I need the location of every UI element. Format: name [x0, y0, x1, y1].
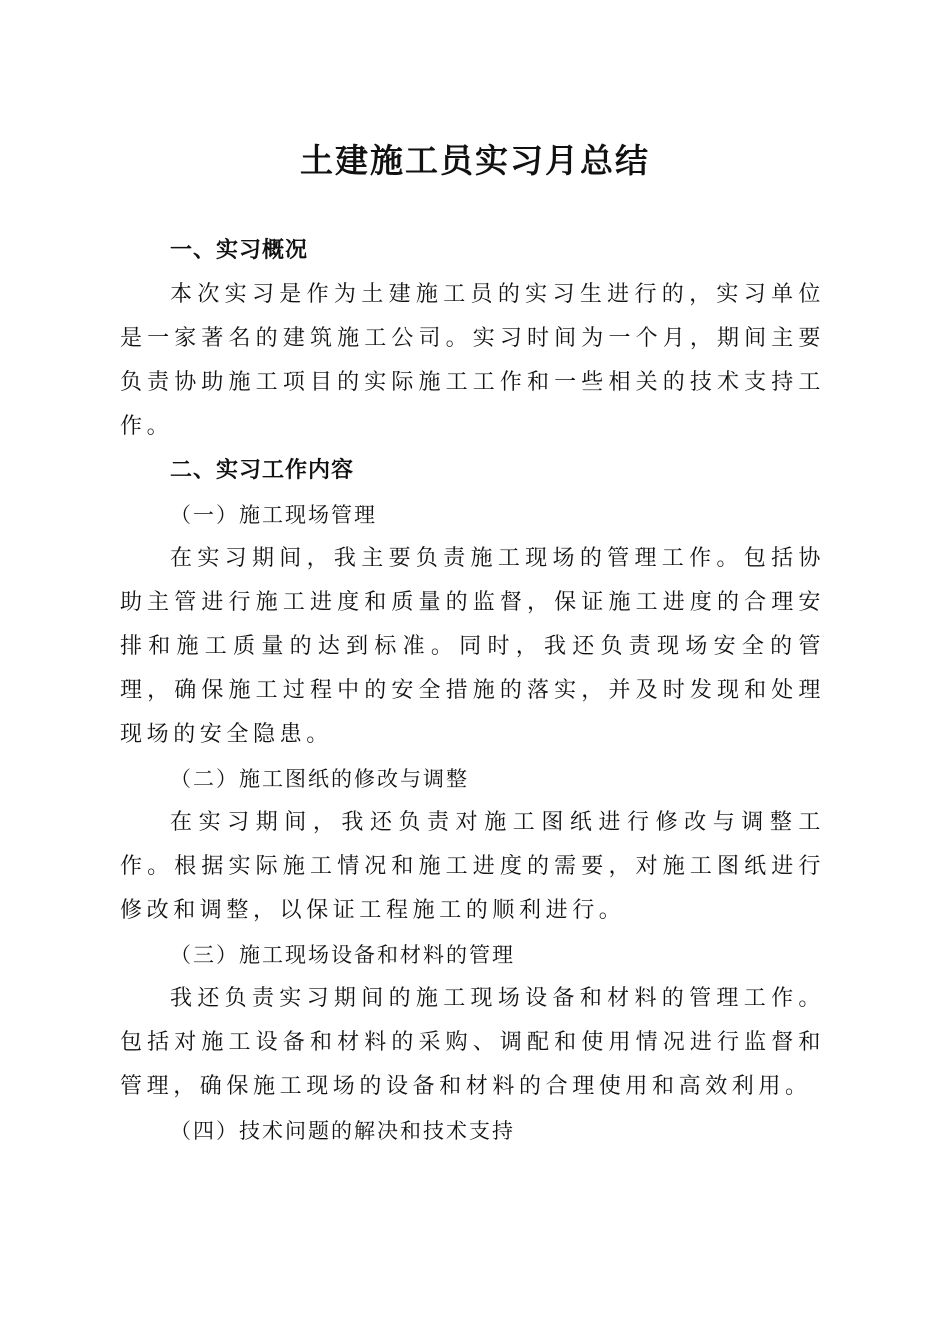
drawing-revision-paragraph: 在实习期间，我还负责对施工图纸进行修改与调整工作。根据实际施工情况和施工进度的需要，对施工图纸进行修改和调整，以保证工程施工的顺利进行。: [120, 810, 825, 923]
equipment-materials-paragraph: 我还负责实习期间的施工现场设备和材料的管理工作。包括对施工设备和材料的采购、调配和使用情况进行监督和管理，确保施工现场的设备和材料的合理使用和高效利用。: [120, 986, 825, 1099]
site-management-paragraph: 在实习期间，我主要负责施工现场的管理工作。包括协助主管进行施工进度和质量的监督，保证施工进度的合理安排和施工质量的达到标准。同时，我还负责现场安全的管理，确保施工过程中的安全措施的落实，并及时发现和处理现场的安全隐患。: [120, 546, 825, 747]
subsection-heading-equipment-materials: （三）施工现场设备和材料的管理: [170, 943, 515, 967]
overview-paragraph: 本次实习是作为土建施工员的实习生进行的，实习单位是一家著名的建筑施工公司。实习时间为一个月，期间主要负责协助施工项目的实际施工工作和一些相关的技术支持工作。: [120, 282, 825, 439]
document-title: 土建施工员实习月总结: [300, 141, 650, 180]
section-heading-overview: 一、实习概况: [170, 238, 309, 263]
section-heading-work-content: 二、实习工作内容: [170, 458, 355, 483]
document-body: [120, 229, 825, 1153]
subsection-heading-drawing-revision: （二）施工图纸的修改与调整: [170, 767, 469, 791]
subsection-heading-technical-support: （四）技术问题的解决和技术支持: [170, 1119, 515, 1143]
subsection-heading-site-management: （一）施工现场管理: [170, 503, 377, 527]
